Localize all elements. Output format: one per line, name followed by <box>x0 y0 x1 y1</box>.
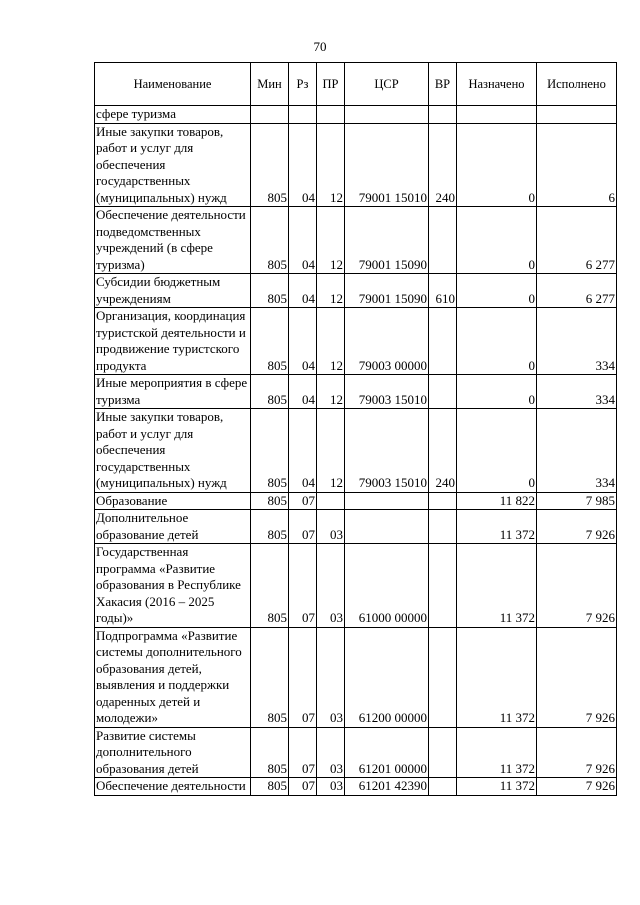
row-vr <box>429 375 457 409</box>
row-min: 805 <box>251 727 289 778</box>
row-name: Государственная программа «Развитие образования в Республике Хакасия (2016 – 2025 годы)» <box>95 544 251 628</box>
table-row <box>95 274 617 308</box>
row-executed: 6 277 <box>537 207 617 274</box>
row-rz: 04 <box>289 409 317 493</box>
row-csr <box>345 510 429 544</box>
column-header-pr: ПР <box>317 63 345 106</box>
table-row <box>95 510 617 544</box>
row-name: сфере туризма <box>95 106 251 124</box>
row-executed: 7 926 <box>537 727 617 778</box>
row-assigned: 11 822 <box>457 492 537 510</box>
row-pr: 12 <box>317 409 345 493</box>
row-rz: 07 <box>289 627 317 727</box>
row-name: Подпрограмма «Развитие системы дополнительного образования детей, выявления и поддержки одаренных детей и молодежи» <box>95 627 251 727</box>
row-executed: 334 <box>537 375 617 409</box>
row-min: 805 <box>251 207 289 274</box>
row-executed: 7 926 <box>537 544 617 628</box>
row-rz: 04 <box>289 123 317 207</box>
row-vr <box>429 308 457 375</box>
column-header-min: Мин <box>251 63 289 106</box>
row-assigned: 11 372 <box>457 727 537 778</box>
row-pr: 12 <box>317 308 345 375</box>
row-executed: 7 926 <box>537 778 617 796</box>
row-csr: 61201 00000 <box>345 727 429 778</box>
table-row <box>95 106 617 124</box>
row-min <box>251 106 289 124</box>
row-min: 805 <box>251 409 289 493</box>
row-name: Образование <box>95 492 251 510</box>
row-rz: 07 <box>289 544 317 628</box>
row-vr <box>429 627 457 727</box>
row-vr: 240 <box>429 123 457 207</box>
table-row <box>95 778 617 796</box>
row-executed: 334 <box>537 308 617 375</box>
table-row <box>95 409 617 493</box>
row-vr <box>429 106 457 124</box>
row-assigned: 0 <box>457 123 537 207</box>
row-rz <box>289 106 317 124</box>
row-name: Развитие системы дополнительного образования детей <box>95 727 251 778</box>
row-assigned: 11 372 <box>457 778 537 796</box>
row-executed <box>537 106 617 124</box>
column-header-assigned: Назначено <box>457 63 537 106</box>
column-header-csr: ЦСР <box>345 63 429 106</box>
row-pr <box>317 106 345 124</box>
row-name: Дополнительное образование детей <box>95 510 251 544</box>
table-header-row <box>95 63 617 106</box>
row-min: 805 <box>251 274 289 308</box>
row-csr <box>345 492 429 510</box>
row-rz: 07 <box>289 778 317 796</box>
row-csr: 61201 42390 <box>345 778 429 796</box>
row-vr <box>429 544 457 628</box>
row-min: 805 <box>251 123 289 207</box>
row-assigned: 11 372 <box>457 544 537 628</box>
row-assigned: 11 372 <box>457 627 537 727</box>
row-rz: 04 <box>289 375 317 409</box>
column-header-vr: ВР <box>429 63 457 106</box>
row-csr: 61200 00000 <box>345 627 429 727</box>
row-rz: 07 <box>289 492 317 510</box>
row-csr: 79003 15010 <box>345 375 429 409</box>
row-csr: 79001 15090 <box>345 274 429 308</box>
row-min: 805 <box>251 375 289 409</box>
column-header-executed: Исполнено <box>537 63 617 106</box>
table-row <box>95 207 617 274</box>
row-vr <box>429 207 457 274</box>
row-executed: 334 <box>537 409 617 493</box>
row-name: Иные мероприятия в сфере туризма <box>95 375 251 409</box>
row-rz: 07 <box>289 727 317 778</box>
table-row <box>95 308 617 375</box>
row-assigned: 0 <box>457 308 537 375</box>
row-min: 805 <box>251 544 289 628</box>
row-assigned: 0 <box>457 375 537 409</box>
row-csr: 79003 00000 <box>345 308 429 375</box>
row-vr <box>429 510 457 544</box>
row-csr: 79001 15010 <box>345 123 429 207</box>
row-name: Обеспечение деятельности подведомственных учреждений (в сфере туризма) <box>95 207 251 274</box>
row-min: 805 <box>251 492 289 510</box>
column-header-name: Наименование <box>95 63 251 106</box>
row-pr: 03 <box>317 778 345 796</box>
row-pr: 03 <box>317 727 345 778</box>
row-name: Иные закупки товаров, работ и услуг для обеспечения государственных (муниципальных) нужд <box>95 123 251 207</box>
row-csr: 61000 00000 <box>345 544 429 628</box>
row-min: 805 <box>251 627 289 727</box>
row-pr: 03 <box>317 627 345 727</box>
row-name: Организация, координация туристской деятельности и продвижение туристского продукта <box>95 308 251 375</box>
row-executed: 7 926 <box>537 627 617 727</box>
row-executed: 6 <box>537 123 617 207</box>
row-csr: 79001 15090 <box>345 207 429 274</box>
row-assigned: 0 <box>457 274 537 308</box>
row-pr: 03 <box>317 544 345 628</box>
row-assigned <box>457 106 537 124</box>
table-row <box>95 375 617 409</box>
row-vr <box>429 492 457 510</box>
table-row <box>95 492 617 510</box>
budget-table <box>94 62 617 796</box>
row-rz: 04 <box>289 207 317 274</box>
row-pr: 12 <box>317 123 345 207</box>
row-pr: 12 <box>317 375 345 409</box>
row-min: 805 <box>251 510 289 544</box>
row-name: Субсидии бюджетным учреждениям <box>95 274 251 308</box>
row-rz: 04 <box>289 274 317 308</box>
row-assigned: 0 <box>457 207 537 274</box>
table-row <box>95 727 617 778</box>
row-assigned: 11 372 <box>457 510 537 544</box>
table-row <box>95 123 617 207</box>
table-row <box>95 627 617 727</box>
row-rz: 04 <box>289 308 317 375</box>
row-min: 805 <box>251 308 289 375</box>
row-vr <box>429 778 457 796</box>
row-csr: 79003 15010 <box>345 409 429 493</box>
table-row <box>95 544 617 628</box>
row-name: Обеспечение деятельности <box>95 778 251 796</box>
row-pr: 12 <box>317 274 345 308</box>
row-name: Иные закупки товаров, работ и услуг для обеспечения государственных (муниципальных) нужд <box>95 409 251 493</box>
row-assigned: 0 <box>457 409 537 493</box>
row-pr: 12 <box>317 207 345 274</box>
row-executed: 7 985 <box>537 492 617 510</box>
row-pr: 03 <box>317 510 345 544</box>
row-executed: 6 277 <box>537 274 617 308</box>
row-vr <box>429 727 457 778</box>
row-executed: 7 926 <box>537 510 617 544</box>
row-vr: 240 <box>429 409 457 493</box>
row-min: 805 <box>251 778 289 796</box>
column-header-rz: Рз <box>289 63 317 106</box>
row-csr <box>345 106 429 124</box>
row-pr <box>317 492 345 510</box>
row-vr: 610 <box>429 274 457 308</box>
row-rz: 07 <box>289 510 317 544</box>
page-number: 70 <box>313 39 327 54</box>
